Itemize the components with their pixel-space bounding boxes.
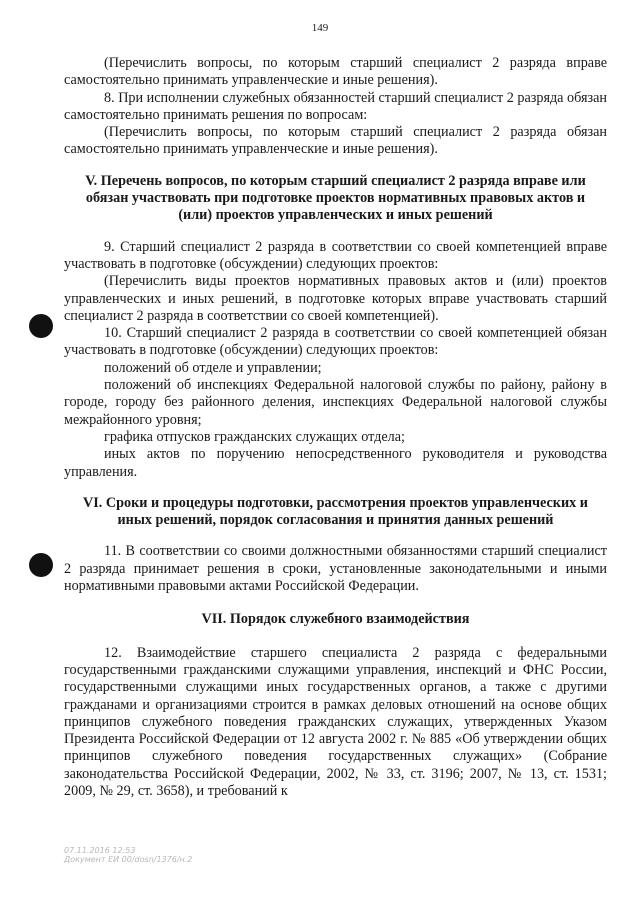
list-item: иных актов по поручению непосредственного руководителя и руководства управления. [64,446,607,480]
paragraph: 10. Старший специалист 2 разряда в соответствии со своей компетенцией обязан участвовать в подготовке (обсуждении) следующих проектов: [64,325,607,359]
document-stamp [64,846,192,864]
paragraph: (Перечислить вопросы, по которым старший специалист 2 разряда обязан самостоятельно принимать управленческие и иные решения). [64,124,607,158]
paragraph: 8. При исполнении служебных обязанностей старший специалист 2 разряда обязан самостоятельно принимать решения по вопросам: [64,89,608,123]
paragraph: 11. В соответствии со своими должностными обязанностями старший специалист 2 разряда принимает решения в сроки, установленные законодательными и иными нормативными правовыми актами Российской Федерации. [64,543,607,595]
stamp-line: Документ ЕИ 00/dosn/1376/н.2 [64,855,193,864]
punch-hole-mark [29,314,53,338]
stamp-line: 07.11.2016 12:53 [64,846,136,855]
list-item: положений об инспекциях Федеральной налоговой службы по району, району в городе, городу без районного деления, инспекциях Федеральной налоговой службы межрайонного уровня; [64,377,607,428]
list-item: положений об отделе и управлении; [104,359,322,376]
section-heading-v: V. Перечень вопросов, по которым старший специалист 2 разряда вправе или обязан участвовать при подготовке проектов нормативных правовых актов и (или) проектов управленческих и иных решений [85,172,586,224]
document-body [64,55,607,800]
section-heading-vi: VI. Сроки и процедуры подготовки, рассмотрения проектов управленческих и иных решений, порядок согласования и принятия данных решений [83,494,588,529]
paragraph: 12. Взаимодействие старшего специалиста 2 разряда с федеральными государственными гражданскими служащими управления, инспекций и ФНС России, государственными служащими иных государственных органов, а также с другими гражданами и организациями строится в рамках деловых отношений на основе общих принципов служебного поведения гражданских служащих, утвержденных Указом Президента Российской Федерации от 12 августа 2002 г. № 885 «Об утверждении общих принципов служебного поведения государственных служащих» (Собрание законодательства Российской Федерации, 2002, № 33, ст. 3196; 2007, № 13, ст. 1531; 2009, № 29, ст. 3658), и требований к [64,644,607,799]
paragraph: (Перечислить виды проектов нормативных правовых актов и (или) проектов управленческих и иных решений, в подготовке которых вправе участвовать старший специалист 2 разряда в соответствии со своей компетенцией). [64,273,607,324]
section-heading-vii: VII. Порядок служебного взаимодействия [201,611,470,628]
paragraph: (Перечислить вопросы, по которым старший специалист 2 разряда вправе самостоятельно принимать управленческие и иные решения). [64,55,607,89]
list-item: графика отпусков гражданских служащих отдела; [104,428,405,445]
paragraph: 9. Старший специалист 2 разряда в соответствии со своей компетенцией вправе участвовать в подготовке (обсуждении) следующих проектов: [64,238,607,272]
punch-hole-mark [29,553,53,577]
page-number: 149 [311,22,329,34]
